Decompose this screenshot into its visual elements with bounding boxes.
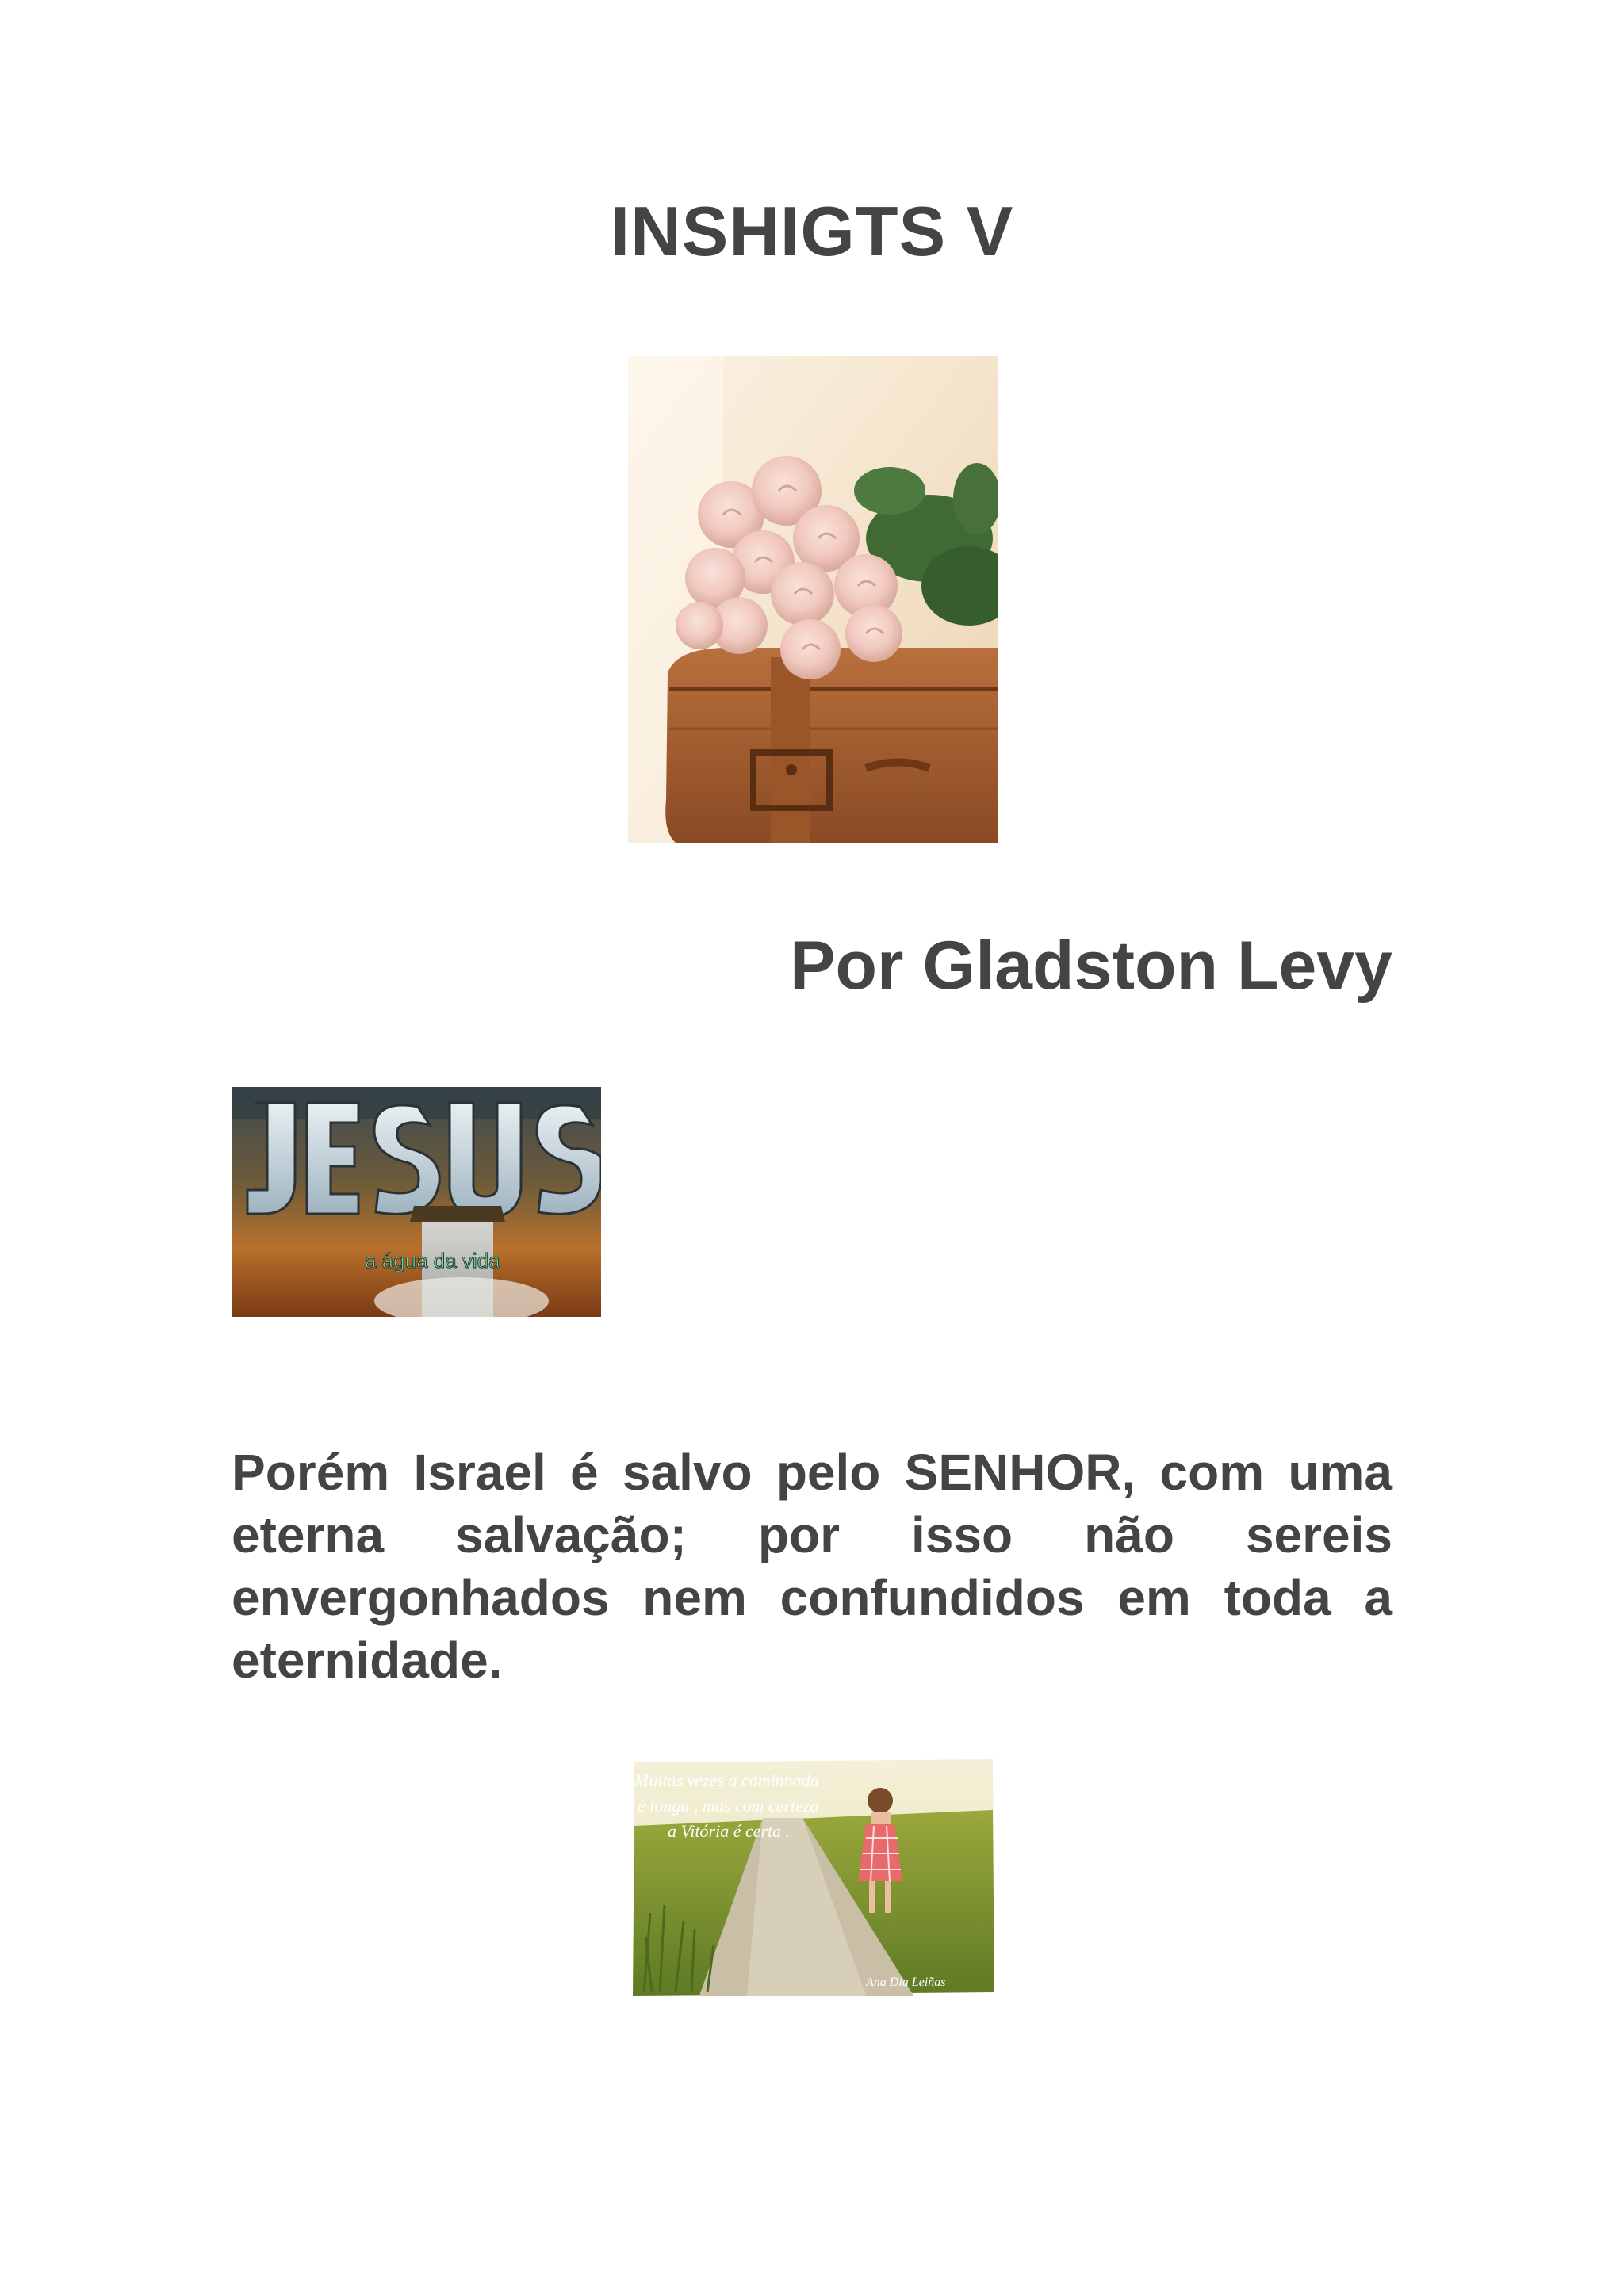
road-caption-line-2: é longa , mas com certeza [638,1796,819,1816]
girl-on-road-photo [628,1755,998,1999]
author-byline: Por Gladston Levy [790,928,1392,1004]
road-photo-graphic [628,1755,998,1999]
jesus-waterfall-photo [232,1087,601,1317]
bible-verse-text: Porém Israel é salvo pelo SENHOR, com uma eterna salvação; por isso não sereis envergonhados nem confundidos em toda a eternidade. [232,1444,1392,1689]
road-caption-line-1: Muitas vezes a caminhada [634,1770,819,1790]
roses-on-suitcase-photo [628,356,998,843]
roses-photo-graphic [628,356,998,843]
page-title: INSHIGTS V [610,192,1014,270]
jesus-photo-graphic [232,1087,601,1317]
jesus-caption-text: a água da vida [365,1249,500,1272]
road-caption-line-3: a Vitória é certa . [668,1821,791,1841]
road-signature: Ana Dia Leiñas [866,1976,946,1989]
